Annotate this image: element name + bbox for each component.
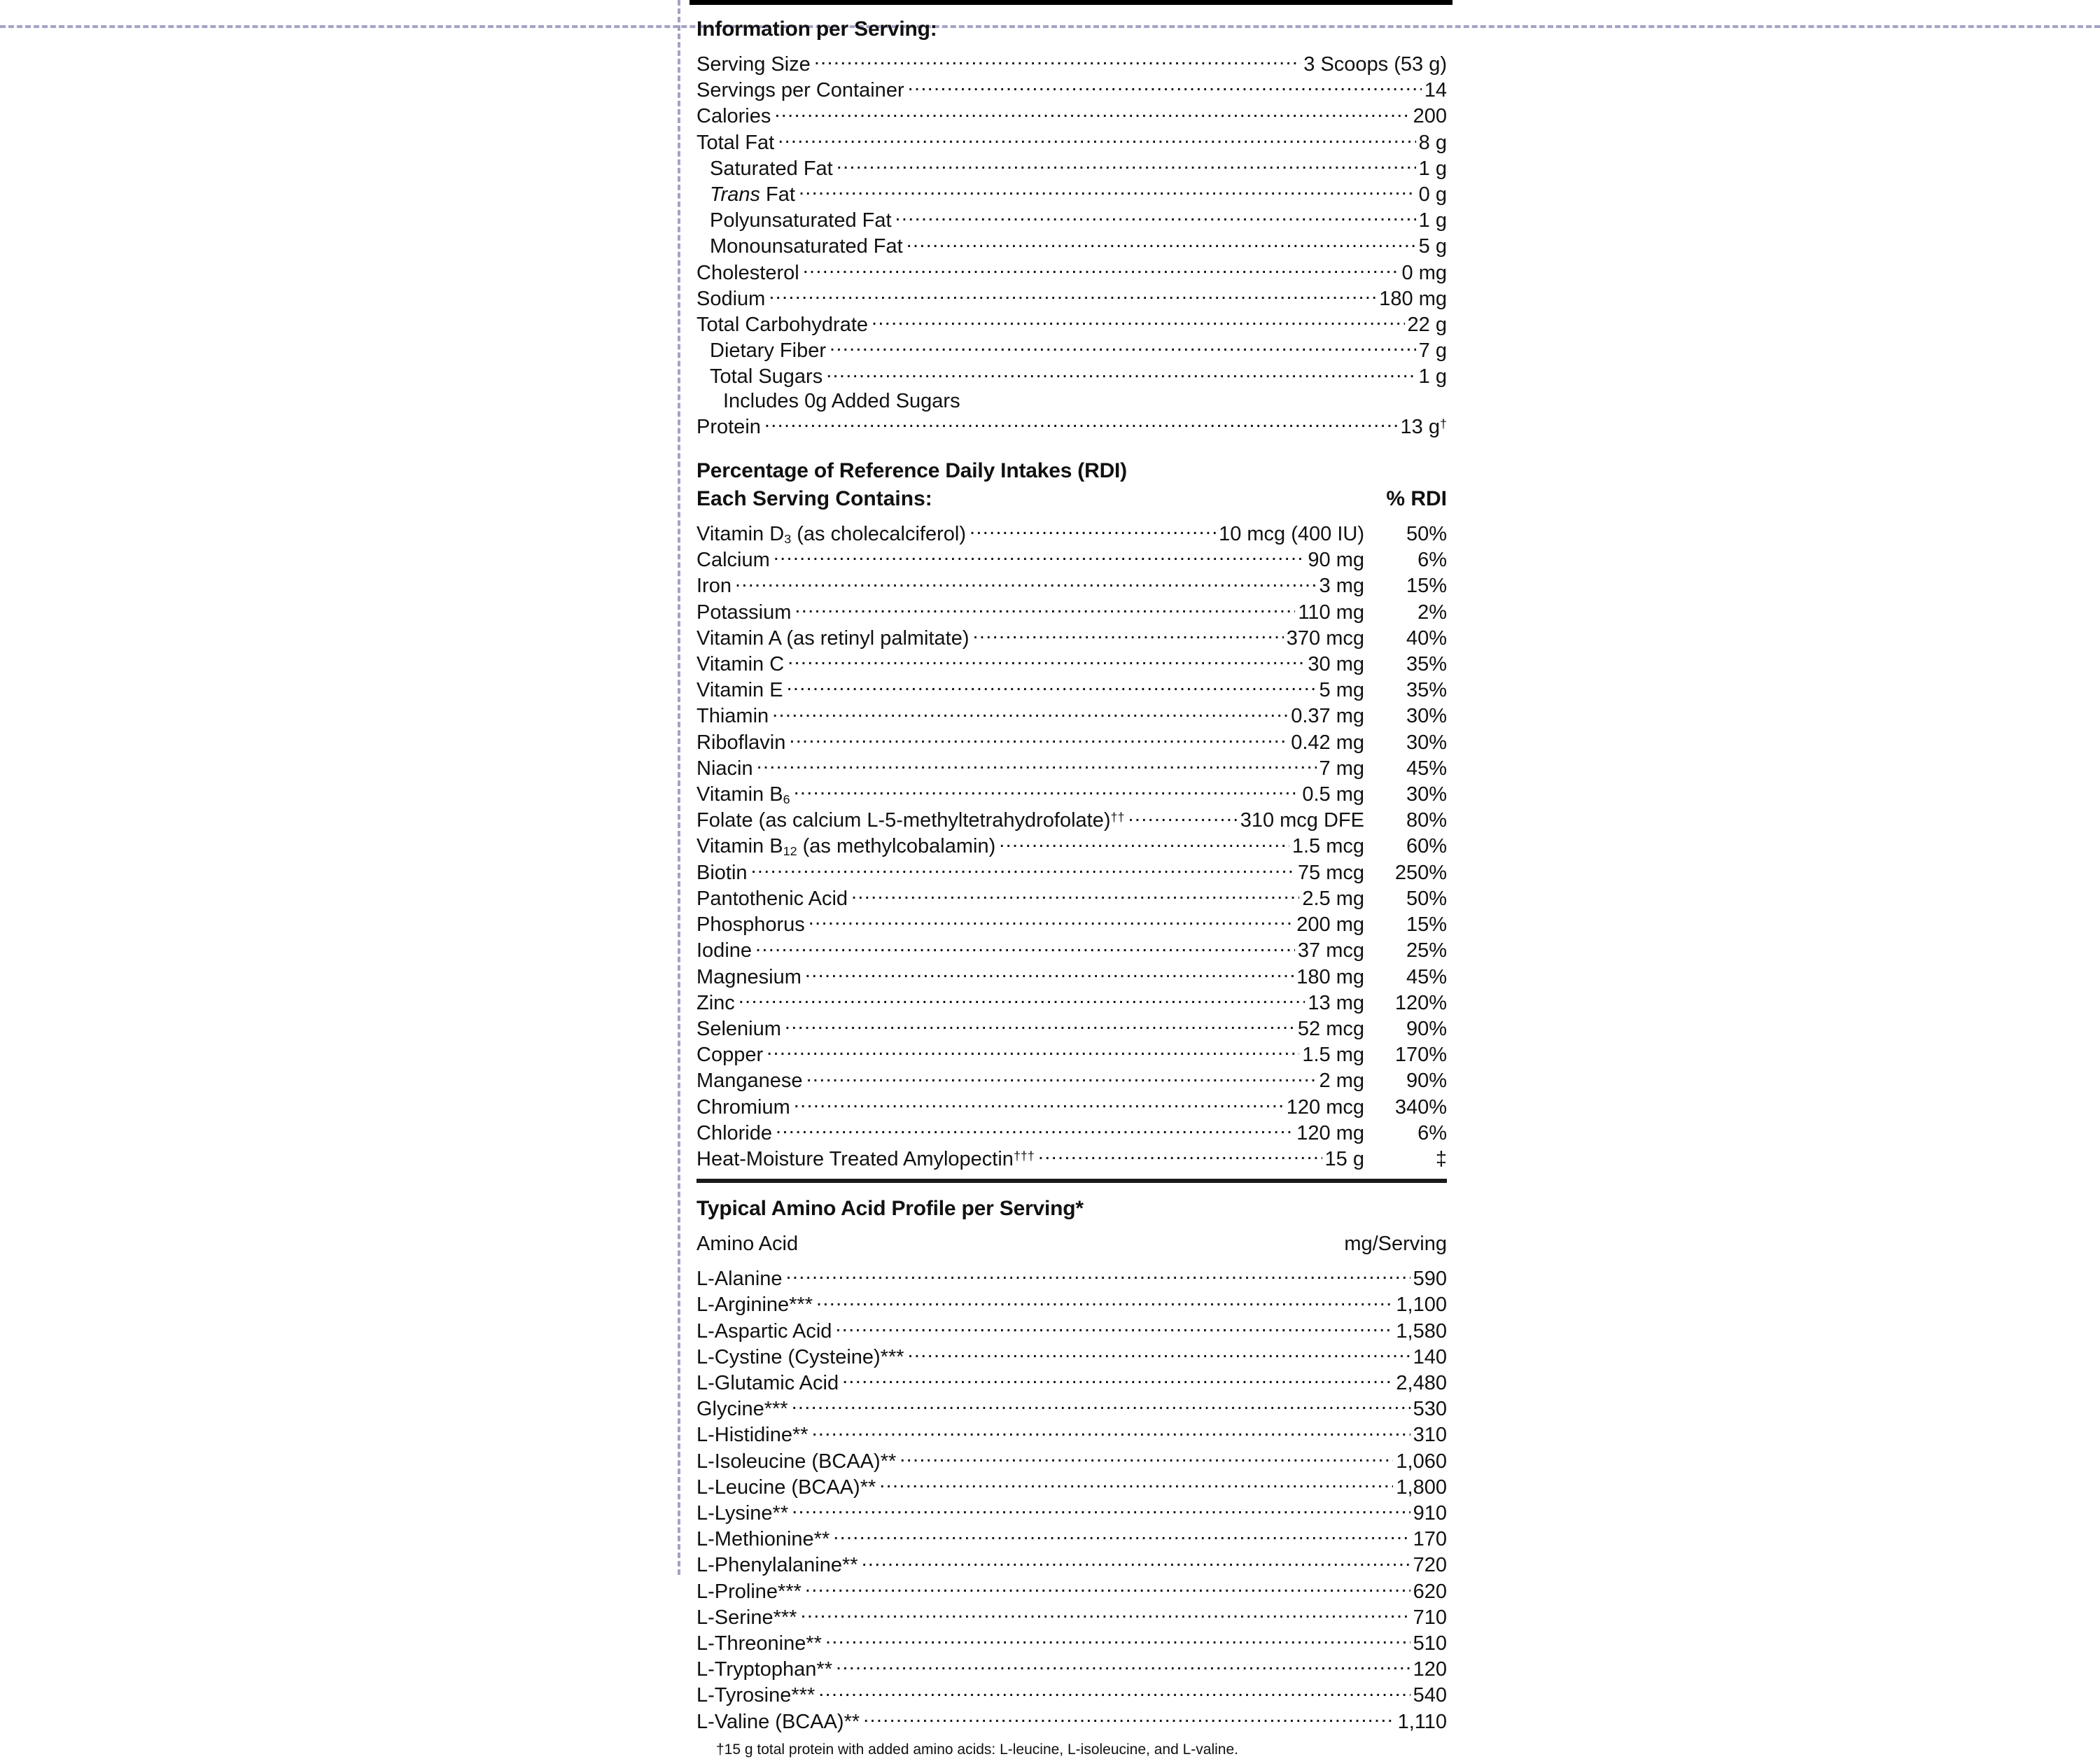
row-label: Zinc [696,991,735,1014]
row-label: Trans Fat [710,183,795,206]
row-value: 1.5 mcg [1292,835,1364,858]
row-label: Vitamin $D_3$ (as cholecalciferol) [696,523,967,546]
row-label: Dietary Fiber [710,339,826,363]
row-label: Protein [696,415,761,438]
rdi-row [696,572,1447,598]
serving-info-heading: Information per Serving: [696,17,937,41]
leader-dots [799,181,1416,201]
row-value: 200 [1413,105,1447,128]
row-label: L-Arginine*** [696,1294,813,1317]
row-label: Niacin [696,757,753,780]
leader-dots [803,259,1399,279]
row-label: Biotin [696,861,748,884]
row-label: Pantothenic Acid [696,887,848,910]
leader-dots [836,155,1416,175]
leader-dots [862,1551,1410,1571]
panel-top-rule [690,0,1452,5]
serving-info-row [696,259,1447,285]
leader-dots [805,963,1294,983]
row-value: 310 [1413,1424,1447,1447]
row-value: 0 mg [1401,261,1447,284]
amino-col-right-header: mg/Serving [1344,1233,1447,1256]
row-label: L-Tryptophan** [696,1658,832,1681]
amino-acid-row [696,1655,1447,1681]
rdi-row [696,702,1447,728]
amino-col-left-header: Amino Acid [696,1233,799,1256]
leader-dots [787,676,1317,696]
serving-info-row [696,181,1447,206]
row-label: Folate (as calcium L-5-methyltetrahydrofolate)†† [696,809,1125,832]
row-label: L-Glutamic Acid [696,1371,839,1394]
row-label: Magnesium [696,965,802,988]
rdi-row [696,729,1447,755]
rdi-row [696,780,1447,806]
row-label: Potassium [696,601,792,624]
leader-dots [872,311,1405,331]
amino-column-headers [696,1230,1447,1258]
row-value: 5 mg [1319,679,1364,702]
row-label: Vitamin C [696,653,785,676]
leader-dots [818,1681,1410,1702]
row-percent-rdi: 170% [1394,1044,1447,1067]
row-label: Servings per Container [696,79,904,102]
rdi-row [696,937,1447,962]
serving-info-row [696,155,1447,181]
protein-row [696,413,1447,439]
row-value: 13 g† [1400,415,1447,438]
serving-info-row [696,206,1447,232]
rdi-row [696,650,1447,676]
leader-dots [808,911,1294,931]
serving-info-row [696,285,1447,311]
leader-dots [786,1265,1410,1285]
row-label: L-Valine (BCAA)** [696,1710,860,1733]
serving-info-row [696,50,1447,76]
row-percent-rdi: 90% [1406,1017,1447,1040]
serving-info-rows [696,50,1447,389]
row-value: 510 [1413,1632,1447,1655]
footnote-line: †15 g total protein with added amino acids: L-leucine, L-isoleucine, and L-valine. [716,1741,1238,1758]
row-label: L-Leucine (BCAA)** [696,1476,876,1499]
row-label: Monounsaturated Fat [710,235,903,258]
row-value: 1,580 [1396,1319,1447,1343]
protein-leader-row [696,413,1447,439]
rdi-rows [696,520,1447,1171]
leader-dots [833,1525,1410,1546]
rdi-row [696,885,1447,911]
amino-rows [696,1265,1447,1734]
row-value: 2 mg [1319,1070,1364,1093]
amino-acid-row [696,1630,1447,1655]
row-percent-rdi: 6% [1418,1121,1447,1144]
row-value: 90 mg [1308,549,1364,572]
row-percent-rdi: 2% [1418,601,1447,624]
row-value: 52 mcg [1297,1017,1364,1040]
row-label: Riboflavin [696,731,786,754]
row-percent-rdi: ‡ [1435,1147,1447,1170]
row-value: 120 mcg [1286,1095,1364,1119]
row-value: 120 mg [1296,1121,1364,1144]
row-label: Sodium [696,287,766,310]
row-label: Polyunsaturated Fat [710,209,892,232]
leader-dots [785,1015,1295,1035]
leader-dots [879,1473,1393,1494]
row-label: Serving Size [696,53,811,76]
row-value: 620 [1413,1580,1447,1603]
rdi-row [696,546,1447,572]
row-value: 370 mcg [1286,626,1364,650]
leader-dots [830,337,1416,357]
leader-dots [800,1604,1410,1624]
leader-dots [899,1448,1393,1468]
row-percent-rdi: 60% [1406,835,1447,858]
leader-dots [792,1499,1410,1520]
row-value: 710 [1413,1606,1447,1629]
leader-dots [774,546,1306,566]
rdi-row [696,1041,1447,1067]
row-value: 1 g [1418,209,1447,232]
row-percent-rdi: 45% [1406,965,1447,988]
row-label: Chloride [696,1121,772,1144]
amino-acid-row [696,1265,1447,1291]
serving-info-row [696,337,1447,363]
leader-dots [826,363,1415,383]
row-value: 37 mcg [1297,939,1364,962]
serving-info-row [696,311,1447,337]
row-percent-rdi: 6% [1418,549,1447,572]
rdi-row [696,1145,1447,1171]
leader-dots [1038,1145,1322,1165]
row-percent-rdi: 120% [1394,991,1447,1014]
italic-term: Trans [710,183,760,206]
row-label: L-Serine*** [696,1606,797,1629]
leader-dots [835,1317,1393,1338]
leader-dots [816,1291,1393,1311]
amino-acid-row [696,1448,1447,1473]
row-label: Chromium [696,1095,790,1119]
row-label: L-Lysine** [696,1501,789,1525]
row-value: 0.37 mg [1291,705,1364,728]
row-label: Vitamin A (as retinyl palmitate) [696,626,969,650]
row-percent-rdi: 90% [1406,1070,1447,1093]
rdi-row [696,624,1447,650]
row-percent-rdi: 50% [1406,523,1447,546]
amino-acid-row [696,1291,1447,1317]
leader-dots [738,989,1306,1009]
serving-info-row [696,232,1447,258]
row-percent-rdi: 340% [1394,1095,1447,1119]
row-label: L-Aspartic Acid [696,1319,832,1343]
row-label: Iodine [696,939,752,962]
leader-dots [776,1119,1294,1140]
row-label: Cholesterol [696,261,799,284]
row-percent-rdi: 50% [1406,887,1447,910]
rdi-row [696,1067,1447,1093]
row-label: L-Methionine** [696,1528,830,1551]
row-percent-rdi: 250% [1394,861,1447,884]
row-value: 75 mcg [1297,861,1364,884]
row-value: 2,480 [1396,1371,1447,1394]
amino-acid-row [696,1708,1447,1734]
leader-dots [851,885,1299,905]
amino-acid-row [696,1499,1447,1525]
row-value: 10 mcg (400 IU) [1219,523,1364,546]
rdi-row [696,911,1447,937]
rdi-row [696,1119,1447,1145]
row-label: Copper [696,1044,764,1067]
added-sugars-line: Includes 0g Added Sugars [723,389,960,412]
row-value: 1,110 [1397,1710,1447,1733]
serving-info-row [696,363,1447,388]
amino-acid-row [696,1317,1447,1343]
rdi-row [696,520,1447,546]
row-percent-rdi: 15% [1406,575,1447,598]
leader-dots [805,1578,1410,1598]
leader-dots [908,1343,1410,1364]
leader-dots [825,1630,1410,1650]
row-percent-rdi: 35% [1406,679,1447,702]
row-label: Glycine*** [696,1398,788,1421]
row-value: 1 g [1418,365,1447,388]
row-label: L-Isoleucine (BCAA)** [696,1450,897,1473]
leader-dots [778,129,1415,149]
amino-heading: Typical Amino Acid Profile per Serving* [696,1197,1084,1221]
row-label: Total Fat [696,131,775,154]
leader-dots [774,102,1410,122]
row-value: 200 mg [1296,913,1364,937]
leader-dots [735,572,1317,592]
leader-dots [794,598,1295,619]
row-label: L-Tyrosine*** [696,1684,816,1707]
row-percent-rdi: 45% [1406,757,1447,780]
rdi-row [696,832,1447,858]
row-value: 1,060 [1396,1450,1447,1473]
row-label: L-Phenylalanine** [696,1554,858,1577]
row-label: Vitamin $B_6$ [696,783,790,807]
row-value: 170 [1413,1528,1447,1551]
row-value: 14 [1424,79,1447,102]
serving-info-row [696,129,1447,155]
amino-acid-row [696,1604,1447,1630]
row-label: L-Cystine (Cysteine)*** [696,1345,904,1368]
leader-dots [969,520,1216,540]
row-percent-rdi: 25% [1406,939,1447,962]
rdi-heading: Percentage of Reference Daily Intakes (RDI) [696,459,1127,483]
amino-acid-row [696,1578,1447,1604]
footnotes [696,1741,1447,1759]
row-value: 910 [1413,1501,1447,1525]
row-label: L-Alanine [696,1268,783,1291]
row-label: L-Threonine** [696,1632,822,1655]
rdi-row [696,859,1447,885]
row-percent-rdi: 40% [1406,626,1447,650]
row-label: Calcium [696,549,770,572]
row-value: 1,100 [1396,1294,1447,1317]
row-value: 540 [1413,1684,1447,1707]
rdi-column-headers [696,485,1447,513]
crop-guide-vertical [678,0,680,1575]
row-label: Heat-Moisture Treated Amylopectin††† [696,1147,1035,1170]
row-value: 0.42 mg [1291,731,1364,754]
row-percent-rdi: 80% [1406,809,1447,832]
row-value: 5 g [1418,235,1447,258]
row-value: 140 [1413,1345,1447,1368]
rdi-row [696,755,1447,780]
amino-acid-row [696,1525,1447,1551]
rdi-col-right-header: % RDI [1386,487,1447,511]
row-value: 15 g [1324,1147,1364,1170]
row-value: 1 g [1418,157,1447,180]
row-value: 120 [1413,1658,1447,1681]
leader-dots [806,1067,1317,1087]
leader-dots [908,76,1422,97]
row-value: 530 [1413,1398,1447,1421]
row-label: Thiamin [696,705,769,728]
row-value: 590 [1413,1268,1447,1291]
serving-info-row [696,102,1447,128]
leader-dots [863,1708,1394,1728]
row-label: L-Histidine** [696,1424,808,1447]
rdi-row [696,676,1447,702]
rdi-row [696,963,1447,989]
row-value: 7 g [1418,339,1447,363]
row-value: 3 mg [1319,575,1364,598]
leader-dots [812,1421,1410,1441]
leader-dots [769,285,1376,305]
leader-dots [755,937,1295,957]
leader-dots [792,1395,1410,1415]
row-percent-rdi: 30% [1406,783,1447,806]
row-value: 0.5 mg [1302,783,1364,806]
rdi-row [696,989,1447,1015]
leader-dots [906,232,1416,253]
row-value: 110 mg [1298,601,1364,624]
row-value: 720 [1413,1554,1447,1577]
row-value: 30 mg [1308,653,1364,676]
row-label: Manganese [696,1070,803,1093]
row-label: Selenium [696,1017,781,1040]
supplement-facts-panel [696,15,1447,1759]
row-percent-rdi: 35% [1406,653,1447,676]
leader-dots [757,755,1317,775]
row-value: 180 mg [1379,287,1447,310]
leader-dots [842,1369,1393,1389]
rdi-row [696,806,1447,832]
leader-dots [999,832,1289,853]
row-value: 1.5 mg [1302,1044,1364,1067]
amino-acid-row [696,1421,1447,1447]
amino-acid-row [696,1551,1447,1577]
row-value: 310 mcg DFE [1240,809,1364,832]
amino-acid-row [696,1473,1447,1499]
row-label: Vitamin E [696,679,783,702]
row-value: 7 mg [1319,757,1364,780]
rdi-row [696,1015,1447,1041]
row-label: Total Carbohydrate [696,314,869,337]
rdi-row [696,598,1447,624]
leader-dots [814,50,1301,71]
leader-dots [789,729,1288,749]
row-value: 22 g [1407,314,1447,337]
row-value: 180 mg [1296,965,1364,988]
rdi-row [696,1093,1447,1119]
row-percent-rdi: 15% [1406,913,1447,937]
row-value: 8 g [1418,131,1447,154]
row-label: Saturated Fat [710,157,833,180]
leader-dots [895,206,1416,227]
row-label: Calories [696,105,771,128]
row-value: 0 g [1418,183,1447,206]
row-label: L-Proline*** [696,1580,802,1603]
amino-acid-row [696,1395,1447,1421]
row-value: 2.5 mg [1302,887,1364,910]
leader-dots [788,650,1305,671]
leader-dots [973,624,1284,645]
row-label: Phosphorus [696,913,805,937]
leader-dots [772,702,1288,722]
leader-dots [751,859,1295,879]
row-value: 13 mg [1308,991,1364,1014]
leader-dots [794,1093,1284,1114]
row-label: Vitamin $B_{12}$ (as methylcobalamin) [696,835,996,859]
amino-acid-row [696,1369,1447,1395]
leader-dots [794,780,1300,801]
serving-info-row [696,76,1447,102]
leader-dots [1128,806,1238,827]
row-label: Iron [696,575,732,598]
leader-dots [836,1655,1410,1676]
row-percent-rdi: 30% [1406,731,1447,754]
leader-dots [766,1041,1299,1061]
row-value: 1,800 [1396,1476,1447,1499]
row-value: 3 Scoops (53 g) [1303,53,1447,76]
amino-acid-row [696,1343,1447,1369]
row-label: Total Sugars [710,365,823,388]
rdi-col-left-header: Each Serving Contains: [696,487,932,511]
amino-acid-row [696,1681,1447,1707]
leader-dots [764,413,1398,433]
row-percent-rdi: 30% [1406,705,1447,728]
